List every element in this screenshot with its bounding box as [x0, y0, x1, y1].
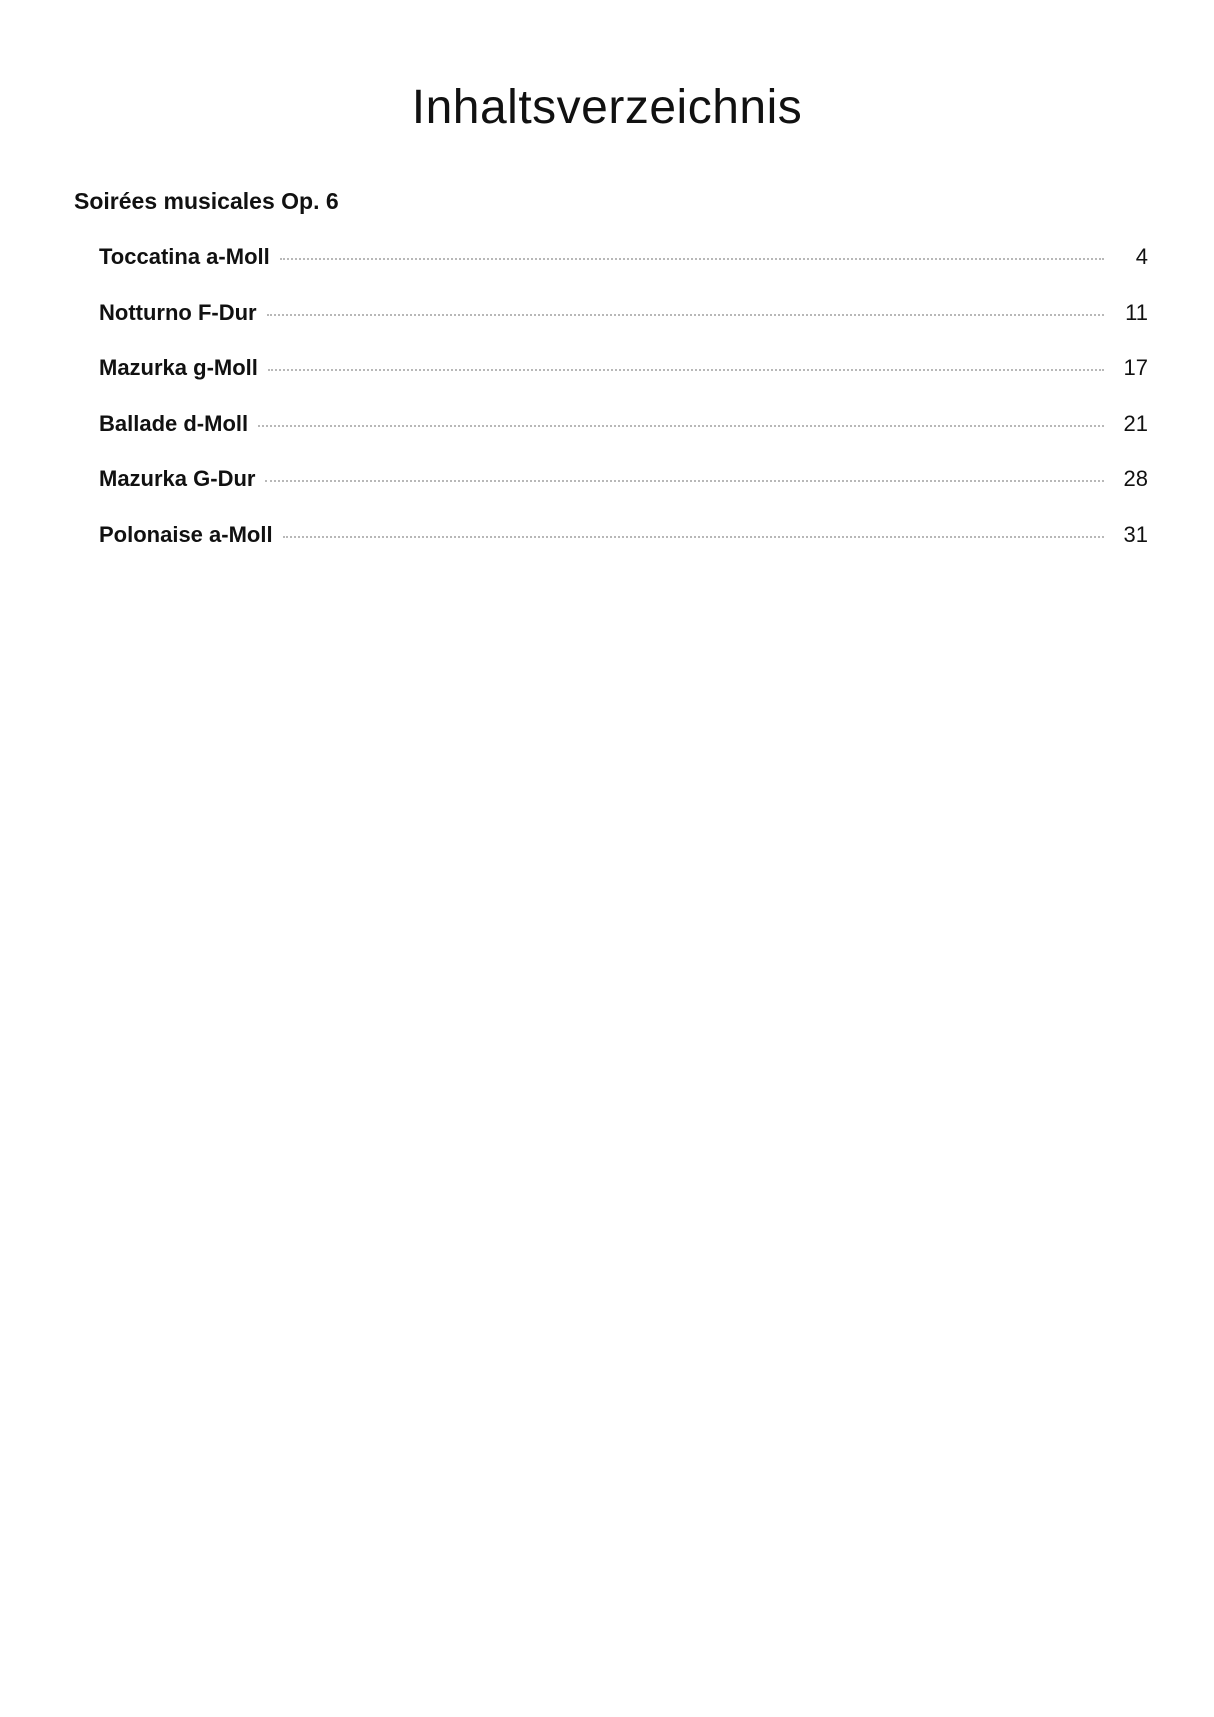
table-of-contents	[99, 242, 1148, 575]
toc-entry-toccatina[interactable]	[99, 242, 1148, 298]
dot-leader	[267, 314, 1104, 316]
toc-entry-title: Mazurka g-Moll	[99, 355, 258, 380]
toc-entry-title: Toccatina a-Moll	[99, 244, 270, 269]
dot-leader	[258, 425, 1104, 427]
toc-entry-polonaise[interactable]	[99, 520, 1148, 576]
section-heading: Soirées musicales Op. 6	[74, 188, 339, 214]
dot-leader	[265, 480, 1104, 482]
toc-entry-page-number: 21	[1123, 410, 1148, 436]
toc-entry-page-number: 17	[1123, 355, 1148, 380]
toc-entry-page-number: 11	[1125, 299, 1148, 325]
toc-entry-page-number: 28	[1123, 466, 1148, 491]
toc-entry-title: Notturno F-Dur	[99, 299, 257, 325]
toc-entry-page-number: 4	[1135, 244, 1148, 269]
toc-entry-mazurka-g-dur[interactable]	[99, 464, 1148, 520]
toc-entry-ballade[interactable]	[99, 409, 1148, 465]
toc-entry-title: Ballade d-Moll	[99, 410, 249, 436]
dot-leader	[268, 369, 1104, 371]
toc-entry-title: Mazurka G-Dur	[99, 466, 256, 491]
page-title: Inhaltsverzeichnis	[411, 81, 803, 134]
dot-leader	[283, 536, 1104, 538]
toc-entry-notturno[interactable]	[99, 298, 1148, 354]
dot-leader	[280, 258, 1104, 260]
toc-entry-mazurka-g-moll[interactable]	[99, 353, 1148, 409]
toc-entry-page-number: 31	[1123, 521, 1148, 547]
toc-entry-title: Polonaise a-Moll	[99, 521, 273, 547]
